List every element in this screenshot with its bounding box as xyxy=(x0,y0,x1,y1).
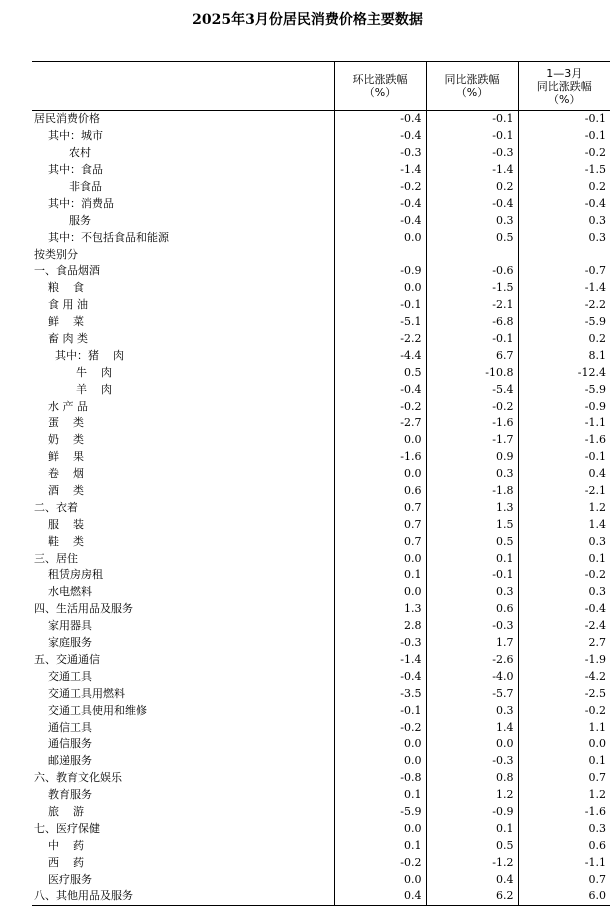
row-ytd-value: 0.3 xyxy=(518,533,610,550)
row-label: 酒 类 xyxy=(34,484,84,498)
row-ytd-value: -2.5 xyxy=(518,685,610,702)
table-row xyxy=(32,888,610,905)
row-yoy-value: -5.7 xyxy=(426,685,518,702)
row-label: 鞋 类 xyxy=(34,534,84,548)
row-yoy-value: 0.3 xyxy=(426,212,518,229)
row-ytd-value: -0.1 xyxy=(518,449,610,466)
row-label: 交通工具用燃料 xyxy=(34,686,125,700)
row-ytd-value: -5.9 xyxy=(518,314,610,331)
row-mom-value: 0.0 xyxy=(334,753,426,770)
row-ytd-value xyxy=(518,246,610,263)
row-ytd-value: 1.2 xyxy=(518,499,610,516)
row-mom-value: 2.8 xyxy=(334,618,426,635)
table-row xyxy=(32,162,610,179)
table-row xyxy=(32,804,610,821)
row-label: 服 装 xyxy=(34,517,84,531)
table-row xyxy=(32,263,610,280)
row-mom-value: 0.4 xyxy=(334,888,426,905)
row-mom-value: 0.0 xyxy=(334,229,426,246)
row-yoy-value: 1.2 xyxy=(426,787,518,804)
row-label: 鲜 菜 xyxy=(34,315,84,329)
row-yoy-value: -2.1 xyxy=(426,297,518,314)
row-mom-value: -0.3 xyxy=(334,145,426,162)
row-ytd-value: 0.2 xyxy=(518,331,610,348)
row-ytd-value: -1.9 xyxy=(518,652,610,669)
table-row xyxy=(32,618,610,635)
row-ytd-value: -0.1 xyxy=(518,111,610,128)
row-mom-value: -4.4 xyxy=(334,347,426,364)
row-mom-value: -3.5 xyxy=(334,685,426,702)
row-label: 六、教育文化娱乐 xyxy=(34,771,122,785)
table-row xyxy=(32,702,610,719)
row-ytd-value: -1.1 xyxy=(518,854,610,871)
row-mom-value: 0.0 xyxy=(334,550,426,567)
row-yoy-value: -0.1 xyxy=(426,128,518,145)
row-label: 交通工具 xyxy=(34,669,92,683)
table-row xyxy=(32,837,610,854)
row-mom-value: 0.0 xyxy=(334,280,426,297)
row-ytd-value: 0.3 xyxy=(518,229,610,246)
row-ytd-value: 0.7 xyxy=(518,871,610,888)
table-row xyxy=(32,246,610,263)
row-ytd-value: -0.2 xyxy=(518,702,610,719)
row-mom-value: 0.0 xyxy=(334,820,426,837)
row-yoy-value: 6.7 xyxy=(426,347,518,364)
row-mom-value: 0.1 xyxy=(334,837,426,854)
table-row xyxy=(32,179,610,196)
table-row xyxy=(32,364,610,381)
row-mom-value: -5.9 xyxy=(334,804,426,821)
row-mom-value: -0.2 xyxy=(334,398,426,415)
row-yoy-value: 1.3 xyxy=(426,499,518,516)
row-yoy-value: 0.3 xyxy=(426,702,518,719)
table-row xyxy=(32,111,610,128)
row-ytd-value: 0.3 xyxy=(518,820,610,837)
row-mom-value: 0.0 xyxy=(334,736,426,753)
row-label: 七、医疗保健 xyxy=(34,821,100,835)
row-yoy-value: -1.4 xyxy=(426,162,518,179)
row-ytd-value: 1.4 xyxy=(518,516,610,533)
row-ytd-value: -2.1 xyxy=(518,483,610,500)
row-yoy-value: -0.3 xyxy=(426,753,518,770)
row-yoy-value: 0.6 xyxy=(426,601,518,618)
row-mom-value: -0.4 xyxy=(334,212,426,229)
row-ytd-value: -2.2 xyxy=(518,297,610,314)
row-yoy-value: -1.6 xyxy=(426,415,518,432)
row-label: 四、生活用品及服务 xyxy=(34,602,133,616)
row-label: 通信服务 xyxy=(34,737,92,751)
table-row xyxy=(32,347,610,364)
row-yoy-value: 0.3 xyxy=(426,466,518,483)
row-ytd-value: -1.6 xyxy=(518,804,610,821)
table-row xyxy=(32,601,610,618)
row-mom-value: -0.4 xyxy=(334,668,426,685)
header-ytd: 1—3月 同比涨跌幅 （%） xyxy=(518,62,610,111)
row-yoy-value: 0.9 xyxy=(426,449,518,466)
row-label: 牛 肉 xyxy=(34,365,112,379)
row-yoy-value: 0.5 xyxy=(426,837,518,854)
row-yoy-value: 0.1 xyxy=(426,820,518,837)
row-mom-value: -0.4 xyxy=(334,195,426,212)
row-mom-value: -0.4 xyxy=(334,111,426,128)
table-row xyxy=(32,432,610,449)
row-mom-value: 0.1 xyxy=(334,787,426,804)
row-mom-value: 0.0 xyxy=(334,584,426,601)
row-label: 其中：食品 xyxy=(34,163,103,177)
row-mom-value: -1.4 xyxy=(334,652,426,669)
row-label: 水 产 品 xyxy=(34,399,88,413)
table-row xyxy=(32,195,610,212)
row-ytd-value: -1.1 xyxy=(518,415,610,432)
table-row xyxy=(32,314,610,331)
table-row xyxy=(32,567,610,584)
row-label: 家庭服务 xyxy=(34,636,92,650)
row-ytd-value: -5.9 xyxy=(518,381,610,398)
table-row xyxy=(32,331,610,348)
table-row xyxy=(32,736,610,753)
row-yoy-value: -0.1 xyxy=(426,567,518,584)
table-row xyxy=(32,719,610,736)
table-row xyxy=(32,398,610,415)
row-yoy-value: -0.1 xyxy=(426,331,518,348)
row-label: 农村 xyxy=(34,146,91,160)
row-ytd-value: -0.9 xyxy=(518,398,610,415)
row-yoy-value: -2.6 xyxy=(426,652,518,669)
row-yoy-value: -0.2 xyxy=(426,398,518,415)
table-row xyxy=(32,516,610,533)
table-row xyxy=(32,280,610,297)
row-yoy-value: -6.8 xyxy=(426,314,518,331)
row-label: 中 药 xyxy=(34,838,84,852)
row-ytd-value: 1.1 xyxy=(518,719,610,736)
table-row xyxy=(32,550,610,567)
row-label: 通信工具 xyxy=(34,720,92,734)
row-label: 居民消费价格 xyxy=(34,112,100,126)
row-label: 其中：城市 xyxy=(34,129,103,143)
row-mom-value: -0.4 xyxy=(334,381,426,398)
row-mom-value: -0.2 xyxy=(334,719,426,736)
row-mom-value: 0.1 xyxy=(334,567,426,584)
table-row xyxy=(32,128,610,145)
row-ytd-value: 0.2 xyxy=(518,179,610,196)
row-yoy-value: -0.3 xyxy=(426,145,518,162)
table-row xyxy=(32,483,610,500)
table-row xyxy=(32,584,610,601)
row-ytd-value: -0.1 xyxy=(518,128,610,145)
row-ytd-value: -1.5 xyxy=(518,162,610,179)
row-ytd-value: -1.4 xyxy=(518,280,610,297)
row-label: 八、其他用品及服务 xyxy=(32,888,334,905)
table-row xyxy=(32,854,610,871)
row-label: 邮递服务 xyxy=(34,754,92,768)
row-mom-value: -1.4 xyxy=(334,162,426,179)
row-ytd-value: 0.3 xyxy=(518,584,610,601)
row-mom-value: 0.6 xyxy=(334,483,426,500)
row-yoy-value: -0.3 xyxy=(426,618,518,635)
cpi-data-table xyxy=(32,61,610,906)
row-mom-value: 1.3 xyxy=(334,601,426,618)
row-yoy-value: 0.8 xyxy=(426,770,518,787)
row-yoy-value: -1.8 xyxy=(426,483,518,500)
row-label: 粮 食 xyxy=(34,281,84,295)
row-mom-value: 0.5 xyxy=(334,364,426,381)
row-ytd-value: -0.4 xyxy=(518,195,610,212)
row-label: 鲜 果 xyxy=(34,450,84,464)
row-label: 按类别分 xyxy=(34,247,78,261)
row-mom-value: -0.1 xyxy=(334,297,426,314)
row-yoy-value: -10.8 xyxy=(426,364,518,381)
table-header-row xyxy=(32,62,610,111)
row-label: 交通工具使用和维修 xyxy=(34,703,147,717)
row-ytd-value: 0.6 xyxy=(518,837,610,854)
row-mom-value: -2.2 xyxy=(334,331,426,348)
row-yoy-value: 0.5 xyxy=(426,533,518,550)
table-body xyxy=(32,111,610,906)
row-mom-value: 0.7 xyxy=(334,533,426,550)
row-label: 西 药 xyxy=(34,855,84,869)
row-yoy-value: 1.5 xyxy=(426,516,518,533)
row-yoy-value: 0.1 xyxy=(426,550,518,567)
table-row xyxy=(32,770,610,787)
row-mom-value xyxy=(334,246,426,263)
table-row xyxy=(32,787,610,804)
row-yoy-value: 0.0 xyxy=(426,736,518,753)
row-yoy-value: 0.3 xyxy=(426,584,518,601)
row-ytd-value: -0.4 xyxy=(518,601,610,618)
row-ytd-value: 0.1 xyxy=(518,550,610,567)
row-yoy-value: 1.4 xyxy=(426,719,518,736)
row-label: 非食品 xyxy=(34,180,102,193)
row-label: 奶 类 xyxy=(34,433,84,447)
row-label: 二、衣着 xyxy=(34,500,78,514)
row-label: 旅 游 xyxy=(34,804,84,818)
row-yoy-value: -0.4 xyxy=(426,195,518,212)
table-row xyxy=(32,449,610,466)
row-label: 医疗服务 xyxy=(34,872,92,886)
row-ytd-value: -0.7 xyxy=(518,263,610,280)
table-row xyxy=(32,820,610,837)
row-ytd-value: 6.0 xyxy=(518,888,610,905)
row-mom-value: -0.8 xyxy=(334,770,426,787)
table-row xyxy=(32,145,610,162)
row-yoy-value: -4.0 xyxy=(426,668,518,685)
row-mom-value: -0.1 xyxy=(334,702,426,719)
table-row xyxy=(32,229,610,246)
row-label: 家用器具 xyxy=(34,619,92,633)
page-title: 2025年3月份居民消费价格主要数据 xyxy=(192,12,423,28)
row-label: 其中：不包括食品和能源 xyxy=(34,230,169,244)
row-ytd-value: 0.4 xyxy=(518,466,610,483)
row-mom-value: -5.1 xyxy=(334,314,426,331)
row-label: 食 用 油 xyxy=(34,298,88,312)
row-ytd-value: 1.2 xyxy=(518,787,610,804)
row-mom-value: 0.0 xyxy=(334,432,426,449)
row-yoy-value: -1.5 xyxy=(426,280,518,297)
row-yoy-value: 1.7 xyxy=(426,635,518,652)
row-ytd-value: -1.6 xyxy=(518,432,610,449)
row-yoy-value: 6.2 xyxy=(426,888,518,905)
row-mom-value: -0.9 xyxy=(334,263,426,280)
table-row xyxy=(32,753,610,770)
row-yoy-value: -0.9 xyxy=(426,804,518,821)
table-row xyxy=(32,499,610,516)
row-ytd-value: 0.0 xyxy=(518,736,610,753)
row-label: 五、交通通信 xyxy=(34,652,100,666)
row-yoy-value: -0.1 xyxy=(426,111,518,128)
row-mom-value: -2.7 xyxy=(334,415,426,432)
table-row xyxy=(32,668,610,685)
row-label: 卷 烟 xyxy=(34,467,84,481)
row-label: 水电燃料 xyxy=(34,585,92,599)
row-ytd-value: -0.2 xyxy=(518,145,610,162)
row-ytd-value: -12.4 xyxy=(518,364,610,381)
row-yoy-value: -0.6 xyxy=(426,263,518,280)
table-row xyxy=(32,635,610,652)
row-label: 服务 xyxy=(34,213,91,227)
table-row xyxy=(32,415,610,432)
row-yoy-value: 0.5 xyxy=(426,229,518,246)
row-mom-value: 0.7 xyxy=(334,516,426,533)
row-ytd-value: 8.1 xyxy=(518,347,610,364)
row-yoy-value: 0.4 xyxy=(426,871,518,888)
row-ytd-value: 0.3 xyxy=(518,212,610,229)
row-label: 三、居住 xyxy=(34,551,78,565)
row-label: 其中：消费品 xyxy=(34,196,114,210)
row-label: 教育服务 xyxy=(34,788,92,802)
row-mom-value: 0.7 xyxy=(334,499,426,516)
row-label: 蛋 类 xyxy=(34,416,84,430)
row-ytd-value: -2.4 xyxy=(518,618,610,635)
row-yoy-value: -1.2 xyxy=(426,854,518,871)
header-yoy: 同比涨跌幅 （%） xyxy=(426,62,518,111)
table-row xyxy=(32,533,610,550)
row-mom-value: 0.0 xyxy=(334,871,426,888)
row-mom-value: -0.3 xyxy=(334,635,426,652)
row-label: 羊 肉 xyxy=(34,382,112,396)
table-row xyxy=(32,652,610,669)
header-mom: 环比涨跌幅 （%） xyxy=(334,62,426,111)
row-yoy-value xyxy=(426,246,518,263)
row-ytd-value: 0.1 xyxy=(518,753,610,770)
row-label: 其中：猪 肉 xyxy=(34,348,124,362)
row-mom-value: 0.0 xyxy=(334,466,426,483)
header-item xyxy=(32,62,334,111)
row-mom-value: -0.2 xyxy=(334,179,426,196)
table-row xyxy=(32,212,610,229)
table-row xyxy=(32,871,610,888)
row-mom-value: -0.2 xyxy=(334,854,426,871)
row-yoy-value: 0.2 xyxy=(426,179,518,196)
row-ytd-value: -0.2 xyxy=(518,567,610,584)
row-ytd-value: 0.7 xyxy=(518,770,610,787)
row-ytd-value: 2.7 xyxy=(518,635,610,652)
row-ytd-value: -4.2 xyxy=(518,668,610,685)
row-label: 畜 肉 类 xyxy=(34,332,88,346)
row-yoy-value: -1.7 xyxy=(426,432,518,449)
row-label: 租赁房房租 xyxy=(34,568,103,582)
table-row xyxy=(32,685,610,702)
row-label: 一、食品烟酒 xyxy=(34,264,100,278)
table-row xyxy=(32,381,610,398)
row-mom-value: -0.4 xyxy=(334,128,426,145)
table-row xyxy=(32,297,610,314)
row-mom-value: -1.6 xyxy=(334,449,426,466)
table-row xyxy=(32,466,610,483)
row-yoy-value: -5.4 xyxy=(426,381,518,398)
